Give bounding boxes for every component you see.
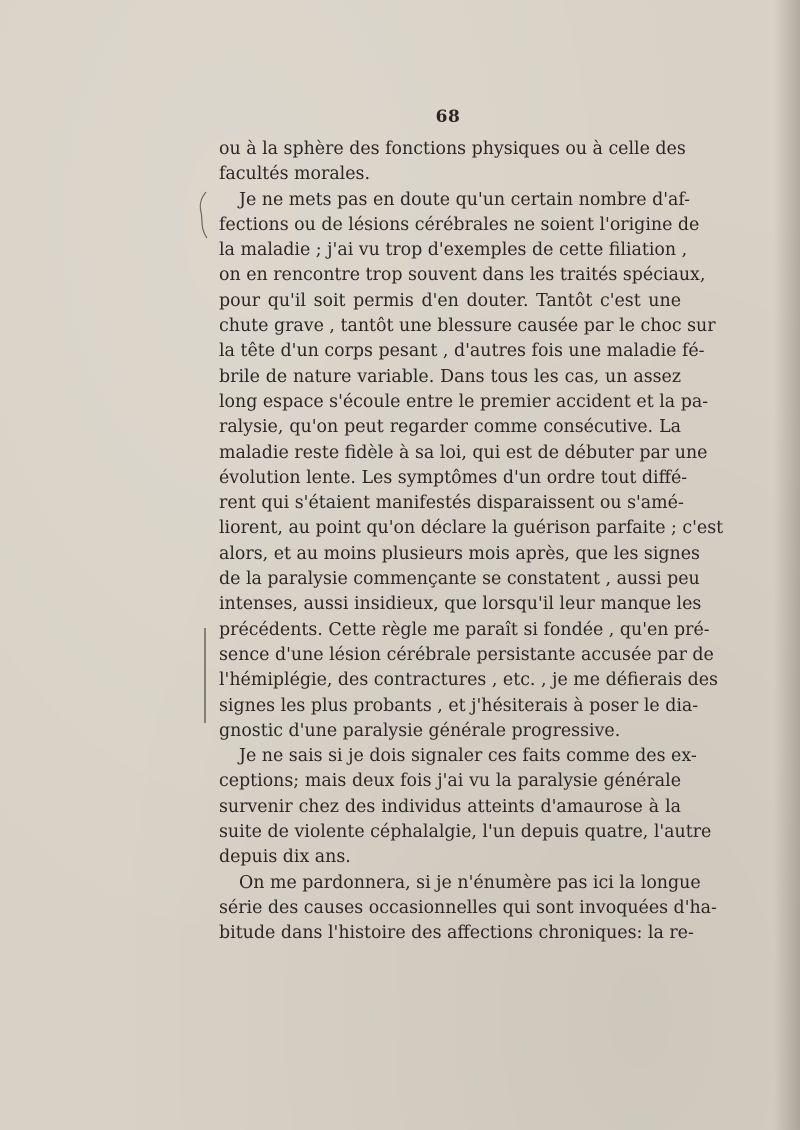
text-line: Je ne sais si je dois signaler ces faits comme des ex- xyxy=(239,746,697,767)
text-line: intenses, aussi insidieux, que lorsqu'il leur manque les xyxy=(219,594,702,615)
pencil-margin-line xyxy=(203,628,207,723)
text-line: évolution lente. Les symptômes d'un ordre tout diffé- xyxy=(219,467,688,488)
text-line: la tête d'un corps pesant , d'autres fois une maladie fé- xyxy=(219,341,705,362)
text-line: on en rencontre trop souvent dans les traités spéciaux, xyxy=(219,265,706,286)
text-line: fections ou de lésions cérébrales ne soient l'origine de xyxy=(219,214,700,235)
text-line: l'hémiplégie, des contractures , etc. , je me défierais des xyxy=(219,670,718,691)
text-line: depuis dix ans. xyxy=(219,847,351,868)
text-line: rent qui s'étaient manifestés disparaissent ou s'amé- xyxy=(219,493,684,514)
text-line: signes les plus probants , et j'hésiterais à poser le dia- xyxy=(219,695,699,716)
page-edge-shadow xyxy=(774,0,800,1130)
text-line: ou à la sphère des fonctions physiques ou à celle des xyxy=(219,139,686,159)
text-line: Je ne mets pas en doute qu'un certain nombre d'af- xyxy=(239,189,691,210)
text-line: précédents. Cette règle me paraît si fondée , qu'en pré- xyxy=(219,619,710,640)
text-line: chute grave , tantôt une blessure causée par le choc sur xyxy=(219,316,716,337)
text-line: maladie reste fidèle à sa loi, qui est de débuter par une xyxy=(219,442,708,463)
text-line: facultés morales. xyxy=(219,164,370,185)
text-line: survenir chez des individus atteints d'amaurose à la xyxy=(219,796,681,817)
text-line: ralysie, qu'on peut regarder comme consécutive. La xyxy=(219,417,681,438)
text-line: la maladie ; j'ai vu trop d'exemples de cette filiation , xyxy=(219,240,688,261)
pencil-bracket-mark xyxy=(197,190,209,240)
text-line: sence d'une lésion cérébrale persistante accusée par de xyxy=(219,644,714,665)
text-line: liorent, au point qu'on déclare la guérison parfaite ; c'est xyxy=(219,518,724,539)
text-line: ceptions; mais deux fois j'ai vu la paralysie générale xyxy=(219,771,681,792)
text-line: série des causes occasionnelles qui sont invoquées d'ha- xyxy=(219,897,717,918)
text-line: pour qu'il soit permis d'en douter. Tantôt c'est une xyxy=(219,290,681,311)
body-text xyxy=(219,137,724,947)
text-line: de la paralysie commençante se constatent , aussi peu xyxy=(219,569,700,590)
text-line: suite de violente céphalalgie, l'un depuis quatre, l'autre xyxy=(219,822,712,843)
text-line: gnostic d'une paralysie générale progressive. xyxy=(219,720,621,741)
text-line: alors, et au moins plusieurs mois après, que les signes xyxy=(219,543,700,564)
text-line: brile de nature variable. Dans tous les cas, un assez xyxy=(219,366,681,387)
page-number: 68 xyxy=(435,107,461,127)
text-line: bitude dans l'histoire des affections chroniques: la re- xyxy=(219,923,694,944)
text-line: On me pardonnera, si je n'énumère pas ici la longue xyxy=(239,872,701,893)
text-line: long espace s'écoule entre le premier accident et la pa- xyxy=(219,391,709,412)
